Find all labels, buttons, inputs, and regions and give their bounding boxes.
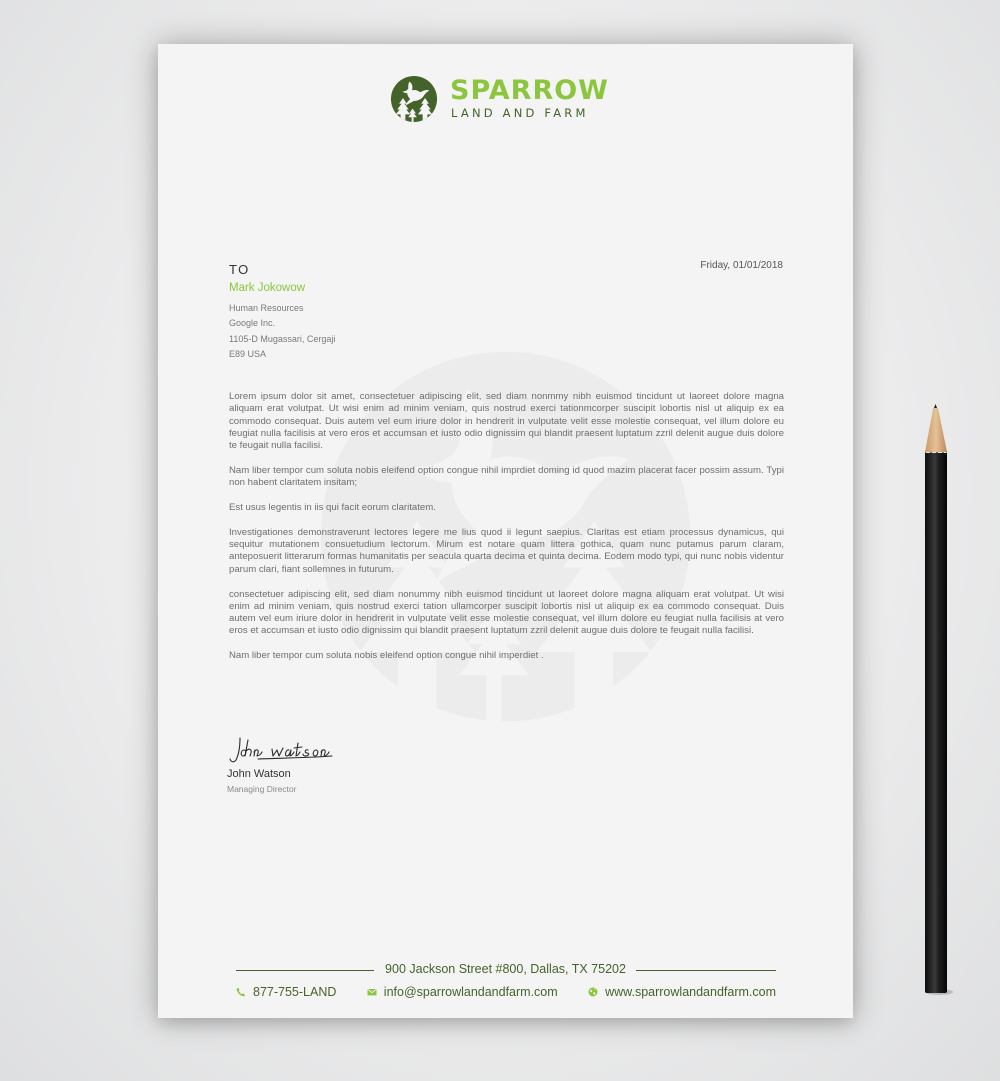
recipient-address <box>229 301 335 362</box>
body-paragraph: Nam liber tempor cum soluta nobis eleifend option congue nihil imprdiet doming id quod mazim placerat facer possim assum. Typi non habent claritatem insitam; <box>229 464 784 489</box>
signer-name: John Watson <box>227 768 291 780</box>
pencil-prop <box>916 404 956 996</box>
phone-number: 877-755-LAND <box>253 985 337 999</box>
company-logo <box>390 75 630 127</box>
recipient-address-line: E89 USA <box>229 348 267 359</box>
letter-body <box>229 391 784 675</box>
body-paragraph: consectetuer adipiscing elit, sed diam nonummy nibh euismod tincidunt ut laoreet dolore magna aliquam erat volutpat. Ut wisi enim ad minim veniam, quis nostrud exerci tation ullamcorper suscipit lobortis nisl ut aliquip ex ea commodo consequat. Duis autem vel eum iriure dolor in hendrerit in vulputate velit esse molestie consequat, vel illum dolore eu feugiat nulla facilisis at vero eros et accumsan et iusto odio dignissim qui blandit praesent luptatum zzril delenit augue duis dolore te feugait nulla facilisi. <box>229 588 784 637</box>
recipient-address-line: Google Inc. <box>229 318 276 329</box>
phone-icon <box>236 987 246 997</box>
recipient-address-line: 1105-D Mugassari, Cergaji <box>229 333 336 344</box>
email-contact <box>367 985 558 999</box>
phone-contact <box>236 985 336 999</box>
recipient-address-line: Human Resources <box>229 303 304 313</box>
body-paragraph: Lorem ipsum dolor sit amet, consectetuer adipiscing elit, sed diam nonmmy nibh euismod tincidunt ut laoreet dolore magna aliquam erat volutpat. Ut wisi enim ad minim veniam, quis nostrud exerci tationmcorper suscipit lobortis nisl ut aliquip ex ea commodo consequat. Duis autem vel eum iriure dolor in hendrerit in vulputate velit esse molestie consequat, vel illum dolore eu feugiat nulla facilisis at vero eros et accumsan et iusto odio dignissim qui blandit praesent luptatum zzril delenit augue duis dolore te feugait nulla facilisi. <box>229 391 784 452</box>
to-label: TO <box>229 262 250 277</box>
brand-tagline: LAND AND FARM <box>451 106 589 120</box>
recipient-name: Mark Jokowow <box>229 282 306 294</box>
body-paragraph: Nam liber tempor cum soluta nobis eleifend option congue nihil imperdiet . <box>229 650 544 662</box>
website-contact <box>588 985 776 999</box>
footer-contacts <box>236 985 776 999</box>
globe-icon <box>588 987 598 997</box>
body-paragraph: Est usus legentis in iis qui facit eorum claritatem. <box>229 502 436 514</box>
website-url: www.sparrowlandandfarm.com <box>605 985 776 999</box>
letterhead-paper <box>158 44 853 1018</box>
handwritten-signature <box>228 732 358 764</box>
letter-date: Friday, 01/01/2018 <box>700 260 783 271</box>
body-paragraph: Investigationes demonstraverunt lectores legere me lius quod ii legunt saepius. Claritas est etiam processus dynamicus, qui sequitur mutationem consuetudium lectorum. Mirum est notare quam littera gothica, quam nunc putamus parum claram, anteposuerit litterarum formas humanitatis per seacula quarta decima et quinta decima. Eodem modo typi, qui nunc nobis videntur parum clari, fiant sollemnes in futurum. <box>229 526 784 575</box>
footer-address-text: 900 Jackson Street #800, Dallas, TX 75202 <box>379 962 632 976</box>
email-address: info@sparrowlandandfarm.com <box>383 985 558 999</box>
footer-address <box>158 962 853 976</box>
sparrow-tree-icon <box>390 75 438 123</box>
signer-title: Managing Director <box>227 784 297 794</box>
envelope-icon <box>367 987 377 997</box>
brand-name: SPARROW <box>450 75 609 106</box>
